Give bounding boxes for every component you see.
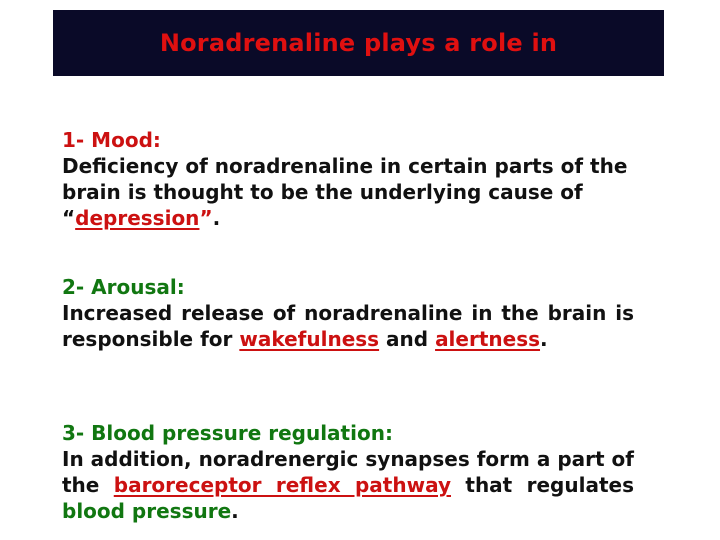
highlight-wakefulness: wakefulness bbox=[239, 327, 380, 351]
highlight-alertness: alertness bbox=[435, 327, 541, 351]
body-text-end: . bbox=[212, 206, 221, 230]
body-text-end: . bbox=[231, 499, 239, 523]
section-body-blood-pressure bbox=[62, 446, 634, 524]
section-body-mood bbox=[62, 153, 634, 231]
closing-quote: ” bbox=[199, 206, 213, 230]
body-text-middle: that regulates bbox=[451, 473, 634, 497]
section-mood bbox=[62, 127, 634, 231]
section-heading-blood-pressure: 3- Blood pressure regulation: bbox=[62, 421, 393, 445]
highlight-blood-pressure: blood pressure bbox=[62, 499, 232, 523]
section-arousal bbox=[62, 274, 634, 352]
body-text-end: . bbox=[540, 327, 548, 351]
title-bar bbox=[53, 10, 664, 76]
section-blood-pressure bbox=[62, 420, 634, 524]
body-text-before: In addition, noradrenergic synapses form a part of the bbox=[62, 447, 634, 497]
body-text-before: Deficiency of noradrenaline in certain parts of the brain is thought to be the underlying cause of “ bbox=[62, 154, 628, 230]
section-heading-mood: 1- Mood: bbox=[62, 128, 161, 152]
body-text-middle: and bbox=[379, 327, 436, 351]
highlight-depression: depression bbox=[75, 206, 200, 230]
section-heading-arousal: 2- Arousal: bbox=[62, 275, 185, 299]
section-body-arousal bbox=[62, 300, 634, 352]
slide-title: Noradrenaline plays a role in bbox=[159, 29, 558, 57]
body-text-before: Increased release of noradrenaline in the brain is responsible for bbox=[62, 301, 634, 351]
highlight-baroreceptor-reflex-pathway: baroreceptor reflex pathway bbox=[113, 473, 451, 497]
